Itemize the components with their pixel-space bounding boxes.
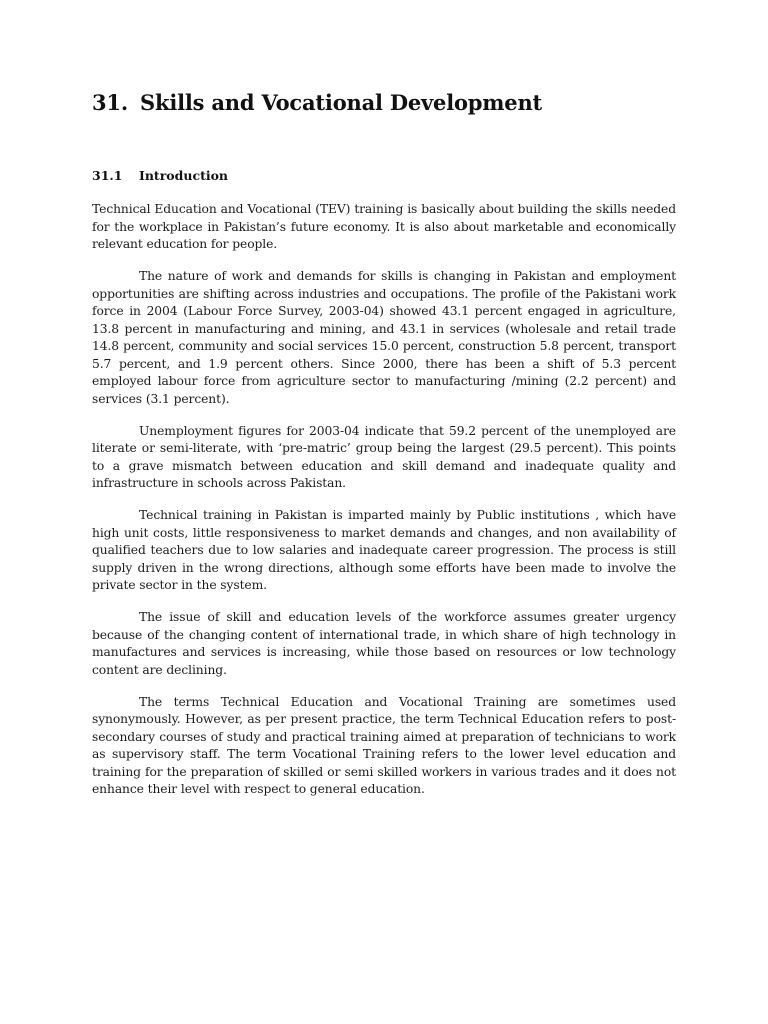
paragraph-work-demands: The nature of work and demands for skills is changing in Pakistan and employment opportunities are shifting across industries and occupations. The profile of the Pakistani work force in 2004 (Labour Force Survey, 2003-04) showed 43.1 percent engaged in agriculture, 13.8 percent in manufacturing and mining, and 43.1 in services (wholesale and retail trade 14.8 percent, community and social services 15.0 percent, construction 5.8 percent, transport 5.7 percent, and 1.9 percent others. Since 2000, there has been a shift of 5.3 percent employed labour force from agriculture sector to manufacturing /mining (2.2 percent) and services (3.1 percent). xyxy=(92,269,676,406)
body-text xyxy=(92,201,676,813)
paragraph-skill-urgency: The issue of skill and education levels of the workforce assumes greater urgency because of the changing content of international trade, in which share of high technology in manufactures and services is increasing, while those based on resources or low technology content are declining. xyxy=(92,610,676,677)
paragraph-terms: The terms Technical Education and Vocational Training are sometimes used synonymously. However, as per present practice, the term Technical Education refers to post-secondary courses of study and practical training aimed at preparation of technicians to work as supervisory staff. The term Vocational Training refers to the lower level education and training for the preparation of skilled or semi skilled workers in various trades and it does not enhance their level with respect to general education. xyxy=(92,694,676,796)
paragraph-unemployment: Unemployment figures for 2003-04 indicate that 59.2 percent of the unemployed are literate or semi-literate, with ‘pre-matric’ group being the largest (29.5 percent). This points to a grave mismatch between education and skill demand and inadequate quality and infrastructure in schools across Pakistan. xyxy=(92,423,676,490)
chapter-title xyxy=(92,90,542,115)
chapter-title-text: Skills and Vocational Development xyxy=(140,90,543,115)
section-title-text: Introduction xyxy=(139,168,229,183)
section-number: 31.1 xyxy=(92,168,123,183)
section-heading xyxy=(92,168,228,183)
paragraph-technical-training: Technical training in Pakistan is imparted mainly by Public institutions , which have high unit costs, little responsiveness to market demands and changes, and non availability of qualified teachers due to low salaries and inadequate career progression. The process is still supply driven in the wrong directions, although some efforts have been made to involve the private sector in the system. xyxy=(92,508,676,592)
chapter-number: 31. xyxy=(92,90,128,115)
paragraph-intro: Technical Education and Vocational (TEV) training is basically about building the skills needed for the workplace in Pakistan’s future economy. It is also about marketable and economically relevant education for people. xyxy=(92,202,676,251)
